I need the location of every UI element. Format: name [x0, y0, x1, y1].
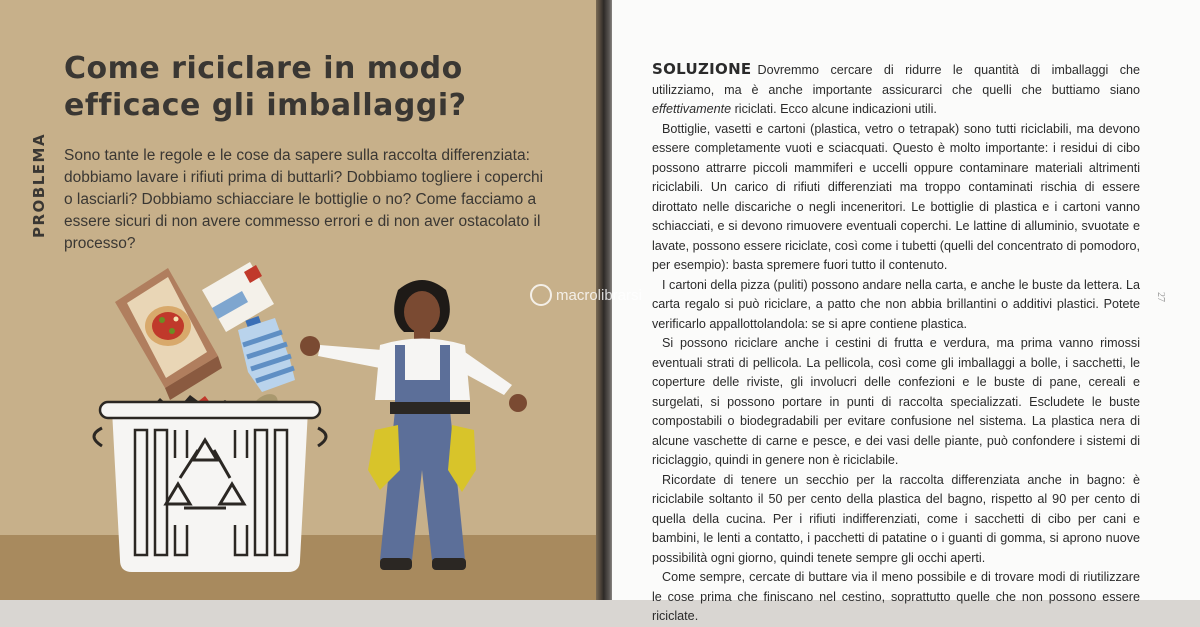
- section-label-problema: PROBLEMA: [30, 132, 48, 238]
- solution-paragraph-6: Come sempre, cercate di buttare via il meno possibile e di trovare modi di riutilizzare le cose prima che finiscano nel cestino, soprattutto quelle che non possono essere riciclate.: [652, 570, 1140, 623]
- envelope-icon: [202, 262, 274, 332]
- title-line-2: efficace gli imballaggi?: [64, 88, 467, 123]
- solution-paragraph-2: Bottiglie, vasetti e cartoni (plastica, vetro o tetrapak) sono tutti riciclabili, ma devono essere completamente vuoti e sciacquati. Questo è molto importante: i residui di cibo possono attrarre piccoli mammiferi e uccelli oppure contaminare materiali altrimenti riciclabili. Un carico di rifiuti differenziati ma troppo contaminati rischia di essere dirottato nelle discariche o negli inceneritori. Le bottiglie di plastica e i cartoni vanno schiacciati, e si devono rimuovere eventuali coperchi. Le lattine di alluminio, svuotate e lavate, possono essere riciclate, così come i tubetti (quelli del concentrato di pomodoro, per esempio): basta spremere fuori tutto il contenuto.: [652, 121, 1140, 272]
- plastic-bottle-icon: [238, 316, 295, 392]
- recycling-illustration: [90, 255, 560, 585]
- solution-paragraph-4: Si possono riciclare anche i cestini di frutta e verdura, ma prima vanno rimossi eventuali strati di pellicola. La pellicola, così come gli imballaggi a bolle, i sacchetti, le coperture delle riviste, gli involucri delle confezioni e le buste di pane, cereali e surgelati, si possono portare in punti di raccolta specializzati. Escludete le buste compostabili o biodegradabili per evitare confusione nel sistema. La plastica nera di alcune vaschette di carne e pesce, e dei vasi delle piante, può confondere i sistemi di riciclaggio, quindi in genere non è riciclabile.: [652, 336, 1140, 467]
- watermark-text: macrolibrarsi: [556, 286, 642, 304]
- problem-text: Sono tante le regole e le cose da sapere sulla raccolta differenziata: dobbiamo lavare i rifiuti prima di buttarli? Dobbiamo togliere i coperchi o lasciarli? Dobbiamo schiacciare le bottiglie o no? Come facciamo a essere sicuri di non avere commesso errori e di non aver ostacolato il processo?: [64, 147, 544, 252]
- recycling-bin-icon: [94, 402, 326, 572]
- left-page: [0, 0, 604, 600]
- person-in-overalls-icon: [300, 280, 527, 570]
- solution-p1-after: riciclati. Ecco alcune indicazioni utili.: [731, 102, 937, 116]
- solution-paragraph-3: I cartoni della pizza (puliti) possono andare nella carta, e anche le buste da lettera. La carta regalo si può riciclare, a patto che non abbia brillantini o additivi plastici. Potete verificarlo appallottolandola: se si apre contiene plastica.: [652, 277, 1140, 331]
- solution-paragraph-1: [652, 60, 1140, 120]
- page-number: 27: [1155, 292, 1166, 302]
- solution-paragraph-5: Ricordate di tenere un secchio per la raccolta differenziata anche in bagno: è riciclabile soltanto il 50 per cento della plastica del bagno, rispetto al 90 per cento di quella della cucina. Per i rifiuti indifferenziati, come i sacchetti di cibo per cani e bambini, le lenti a contatto, i pacchetti di patatine o i guanti di gomma, si aprono nuove possibilità ogni giorno, quindi tenete sempre gli occhi aperti.: [652, 472, 1140, 565]
- title-line-1: Come riciclare in modo: [64, 51, 463, 86]
- solution-p1-emphasis: effettivamente: [652, 102, 732, 116]
- solution-p1-before: Dovremmo cercare di ridurre le quantità di imballaggi che utilizziamo, ma è anche importante assicurarci che quelli che buttiamo siano: [652, 63, 1140, 97]
- solution-text: [652, 60, 1140, 627]
- page-title: [64, 50, 584, 124]
- solution-label: SOLUZIONE: [652, 60, 752, 78]
- watermark-logo-icon: [530, 284, 552, 306]
- watermark: [530, 284, 642, 306]
